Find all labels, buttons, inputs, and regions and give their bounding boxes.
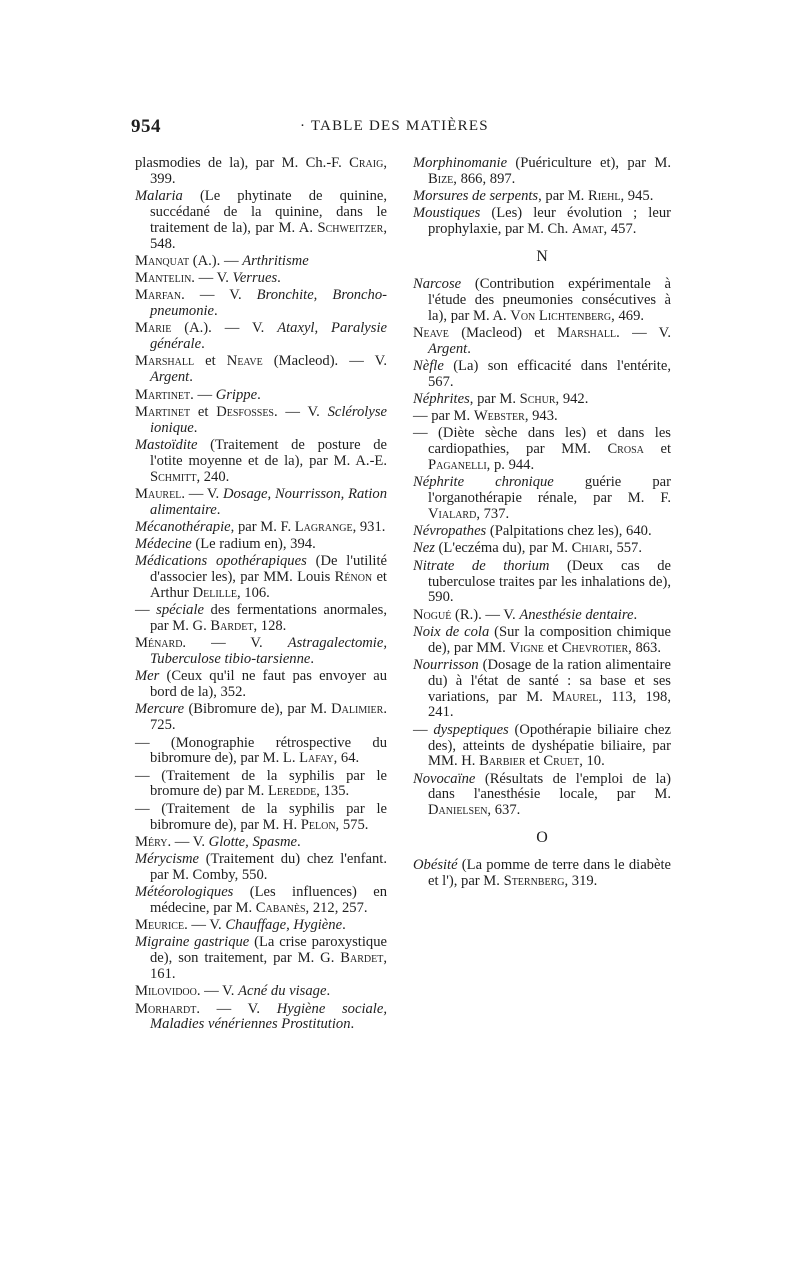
index-entry [413, 475, 671, 523]
entry-text: (R.). — V. [451, 606, 520, 623]
entry-text: . — V. [191, 270, 233, 287]
author-name: Vigne [509, 639, 544, 656]
entry-text: (Ceux qu'il ne faut pas envoyer au bord de la), 352. [150, 668, 387, 701]
author-name: Craig [349, 155, 384, 171]
entry-text: . [310, 651, 315, 668]
author-name: Martinet [135, 403, 191, 420]
entry-text: (Les influences) en médecine, par M. [150, 884, 387, 916]
right-column [413, 156, 671, 891]
author-name: Schmitt [150, 468, 197, 485]
entry-text: . — V. [274, 403, 328, 420]
section-letter-heading: O [536, 829, 548, 847]
entry-text: (Le radium en), 394. [191, 536, 316, 553]
entry-text: et [194, 353, 227, 370]
index-entry [135, 736, 387, 768]
author-name: Crosa [607, 441, 644, 458]
index-entry [413, 541, 671, 557]
entry-text: , 866, 897. [453, 170, 516, 187]
entry-text: (Macleod) et [448, 324, 558, 341]
entry-text: , 135. [316, 783, 350, 800]
index-entry [413, 625, 671, 657]
index-entry [135, 885, 387, 917]
entry-keyword: Acné du visage [238, 983, 327, 1000]
author-name: Martinet [135, 386, 191, 403]
entry-text: (Contribution expérimentale à l'étude des pneumonies consécutives à la), par M. A. [428, 275, 671, 324]
entry-keyword: Argent [150, 369, 190, 386]
index-entry [413, 156, 671, 188]
entry-text: , 457. [603, 221, 637, 238]
author-name: Bardet [340, 950, 384, 967]
index-entry [135, 537, 387, 553]
author-name: Barbier [479, 753, 526, 770]
page-number: 954 [131, 116, 161, 137]
entry-keyword: Nourrisson [413, 656, 479, 673]
entry-keyword: Dosage, Nourrisson, Ration alimentaire [150, 485, 387, 518]
entry-text: (Traitement du) chez l'enfant. par M. Comby, 550. [150, 851, 387, 883]
author-name: Bardet [210, 618, 254, 635]
entry-text: (La) son efficacité dans l'entérite, 567. [428, 357, 671, 390]
left-column [135, 156, 387, 1035]
index-entry [413, 426, 671, 474]
entry-text: plasmodies de la), par M. Ch.-F. [135, 155, 350, 171]
author-name: Desfosses [216, 403, 274, 420]
author-name: Ménard [135, 635, 183, 652]
index-entry [413, 409, 671, 425]
author-name: Manquat [135, 252, 190, 269]
entry-keyword: Obésité [413, 857, 458, 873]
entry-text: , 64. [333, 750, 360, 767]
index-entry [413, 608, 671, 624]
entry-keyword: Météorologiques [135, 884, 234, 901]
entry-keyword: Bronchite, Broncho-pneumonie [150, 287, 387, 320]
entry-text: , par M. [538, 188, 588, 205]
entry-text: , 106. [236, 585, 270, 602]
entry-text: . [277, 270, 281, 287]
entry-text: , 737. [476, 506, 510, 522]
entry-text: . — V. [196, 983, 239, 1000]
author-name: Bize [428, 170, 454, 187]
index-entry [413, 524, 671, 540]
index-entry [135, 254, 387, 270]
entry-text: (Traitement de posture de l'otite moyenne et de la), par M. A.-E. [150, 436, 387, 469]
entry-keyword: Morsures de serpents [413, 188, 539, 205]
entry-text: et [525, 753, 544, 770]
entry-text: . — V. [182, 635, 288, 652]
author-name: Morhardt [135, 1000, 197, 1017]
entry-text: , 399. [150, 155, 387, 187]
author-name: Milovidoo [135, 983, 197, 1000]
entry-text: (L'eczéma du), par M. [434, 540, 572, 557]
author-name: Amat [571, 221, 604, 238]
author-name: Maurel [135, 485, 182, 502]
index-entry [135, 669, 387, 701]
entry-text: . [633, 606, 638, 623]
entry-text: . — V. [616, 324, 671, 341]
entry-keyword: Moustiques [413, 205, 481, 222]
index-entry [413, 858, 671, 890]
entry-text: . — V. [196, 1000, 277, 1017]
entry-keyword: Médications opothérapiques [135, 553, 307, 570]
entry-text: . — [190, 386, 216, 403]
author-name: Marfan [135, 287, 182, 304]
entry-keyword: Novocaïne [413, 770, 476, 787]
entry-text: (Macleod). — V. [262, 353, 387, 370]
index-entry [135, 1002, 387, 1034]
entry-text: . — V. [181, 485, 223, 502]
entry-text: , 113, 198, 241. [428, 688, 672, 721]
entry-text: , p. 944. [486, 457, 535, 474]
author-name: Leredde [267, 783, 317, 800]
index-entry [135, 702, 387, 734]
index-entry [413, 658, 671, 721]
entry-keyword: Nitrate de thorium [413, 557, 550, 574]
entry-text: , 128. [253, 618, 287, 635]
index-entry [135, 603, 387, 635]
author-name: Von Lichtenberg [510, 307, 612, 324]
entry-keyword: Nez [413, 540, 435, 557]
author-name: Méry [135, 833, 168, 850]
author-name: Nogué [413, 606, 452, 623]
entry-keyword: Nèfle [413, 357, 444, 374]
author-name: Maurel [552, 688, 599, 705]
entry-text: , 945. [620, 188, 654, 205]
entry-keyword: Glotte, Spasme [208, 833, 298, 850]
author-name: Webster [473, 408, 525, 425]
author-name: Rénon [334, 569, 373, 586]
entry-text: . [201, 336, 205, 353]
index-entry [413, 392, 671, 408]
entry-keyword: Anesthésie dentaire [519, 606, 634, 623]
author-name: Schur [519, 390, 556, 407]
index-entry [135, 405, 387, 437]
entry-text: (De l'utilité d'associer les), par MM. Louis [150, 553, 388, 586]
entry-text: , 548. [150, 219, 387, 252]
entry-text: (Sur la composition chimique de), par MM. [428, 623, 671, 656]
author-name: Riehl [587, 188, 621, 205]
index-entry [413, 206, 671, 238]
author-name: Neave [413, 324, 449, 341]
entry-text: (Le phytinate de quinine, succédané de la quinine, dans le traitement de la), par M. A. [150, 188, 387, 236]
index-entry [135, 321, 387, 353]
author-name: Chevrotier [561, 639, 629, 656]
entry-text: et [643, 441, 671, 458]
index-entry [135, 487, 387, 519]
author-name: Sternberg [503, 872, 565, 889]
section-letter-heading: N [536, 248, 548, 265]
entry-text: — (Traitement de la syphilis par le bibromure de), par M. H. [135, 800, 387, 833]
entry-text: . [297, 833, 301, 850]
entry-text: , 10. [579, 753, 605, 770]
entry-text: , 942. [555, 390, 589, 407]
entry-text: , 637. [487, 802, 521, 819]
entry-keyword: Verrues [232, 270, 278, 287]
entry-text: — par M. [413, 408, 474, 425]
entry-keyword: Mercure [135, 701, 185, 718]
entry-text: . [257, 386, 261, 403]
entry-text: . [326, 983, 331, 1000]
index-entry [135, 802, 387, 834]
entry-keyword: Arthritisme [242, 252, 309, 269]
index-entry [413, 277, 671, 325]
entry-text: , 931. [352, 518, 386, 535]
entry-keyword: Néphrites [413, 390, 470, 407]
entry-text: et [543, 639, 562, 656]
index-entry [135, 438, 387, 486]
entry-text: . [189, 369, 193, 386]
entry-keyword: Sclérolyse ionique [150, 403, 387, 436]
entry-text: , 319. [564, 872, 598, 889]
entry-text: . — V. [181, 287, 257, 304]
entry-text: , par M. [469, 390, 520, 407]
author-name: Dalimier [331, 701, 384, 718]
entry-text: . 725. [150, 701, 387, 734]
entry-text: , 557. [609, 540, 642, 557]
author-name: Lafay [299, 750, 334, 767]
entry-keyword: Mécanothérapie [135, 518, 231, 535]
entry-text: . [350, 1016, 355, 1033]
entry-text: (Opothérapie biliaire chez des), atteints de dyshépatie biliaire, par MM. H. [428, 721, 671, 770]
author-name: Cabanès [255, 899, 306, 916]
entry-text: (Les) leur évolution ; leur prophylaxie, par M. Ch. [428, 205, 671, 238]
index-entry [135, 918, 387, 934]
entry-text: . [193, 419, 198, 436]
entry-keyword: Médecine [135, 536, 192, 553]
entry-text: . [467, 340, 471, 357]
entry-text: — (Diète sèche dans les) et dans les cardiopathies, par MM. [413, 425, 671, 458]
author-name: Danielsen [428, 802, 488, 819]
author-name: Lagrange [294, 518, 353, 535]
entry-text: — [413, 721, 434, 738]
index-entry [135, 354, 387, 386]
entry-keyword: Névropathes [413, 523, 487, 540]
author-name: Pelon [300, 816, 336, 833]
entry-keyword: Migraine gastrique [135, 934, 250, 951]
entry-text: , 469. [611, 307, 645, 324]
entry-text: (Bibromure de), par M. [184, 701, 332, 718]
entry-text: (La crise paroxystique de), son traitement, par M. G. [150, 934, 387, 967]
entry-text: , 240. [196, 468, 230, 485]
index-entry [413, 189, 671, 205]
author-name: Meurice [135, 917, 185, 934]
author-name: Delille [192, 585, 237, 602]
entry-text: , par M. F. [230, 518, 295, 535]
entry-keyword: Chauffage, Hygiène [225, 917, 343, 934]
author-name: Chiari [571, 540, 610, 557]
entry-text: des fermentations anormales, par M. G. [150, 602, 387, 635]
entry-keyword: spéciale [156, 602, 204, 619]
entry-keyword: Grippe [215, 386, 258, 403]
index-entry [135, 935, 387, 983]
index-entry [413, 772, 671, 820]
entry-text: . [216, 501, 221, 518]
entry-text: , 863. [628, 639, 661, 656]
author-name: Marshall [135, 353, 195, 370]
entry-text: , 212, 257. [305, 899, 368, 916]
entry-keyword: Néphrite chronique [413, 474, 554, 491]
entry-text: , 161. [150, 950, 387, 983]
entry-keyword: Mastoïdite [135, 436, 198, 453]
entry-text: et Arthur [150, 569, 387, 602]
author-name: Marshall [557, 324, 617, 341]
author-name: Mantelin [135, 270, 192, 287]
entry-keyword: Malaria [135, 188, 183, 205]
entry-text: guérie par l'organothérapie rénale, par M. F. [428, 474, 671, 507]
index-entry [135, 852, 387, 884]
entry-text: (Dosage de la ration alimentaire du) à l'état de santé : sa base et ses variations, par M. [428, 656, 671, 705]
entry-text: . — V. [167, 833, 209, 850]
index-entry [413, 359, 671, 391]
entry-keyword: Argent [428, 340, 468, 357]
entry-text: (Deux cas de tuberculose traites par les inhalations de), 590. [428, 557, 671, 606]
entry-keyword: Noix de cola [413, 623, 490, 640]
entry-keyword: Hygiène sociale, Maladies vénériennes Prostitution [150, 1000, 387, 1033]
entry-text: (A.). — [189, 252, 243, 269]
entry-keyword: Mer [135, 668, 160, 685]
entry-keyword: Narcose [413, 275, 462, 292]
running-title: · TABLE DES MATIÈRES [300, 118, 489, 134]
entry-text: , 943. [524, 408, 558, 425]
index-entry [135, 189, 387, 252]
entry-text: (A.). — V. [171, 320, 278, 337]
entry-text: et [190, 403, 217, 420]
author-name: Schweitzer [317, 219, 384, 236]
index-entry [135, 288, 387, 320]
entry-keyword: dyspeptiques [433, 721, 509, 738]
entry-keyword: Morphinomanie [413, 155, 508, 171]
index-entry [135, 554, 387, 602]
entry-text: — [135, 602, 157, 619]
index-entry [135, 388, 387, 404]
index-entry [135, 156, 387, 188]
entry-keyword: Ataxyl, Paralysie générale [150, 320, 387, 353]
index-entry [413, 723, 671, 771]
entry-text: , 575. [335, 816, 369, 833]
entry-text: . [342, 917, 346, 934]
index-entry [135, 520, 387, 536]
author-name: Neave [226, 353, 263, 370]
index-entry [413, 326, 671, 358]
entry-text: . [214, 303, 218, 320]
author-name: Marie [135, 320, 172, 337]
author-name: Vialard [428, 506, 477, 522]
entry-text: (Résultats de l'emploi de la) dans l'anesthésie locale, par M. [428, 770, 671, 803]
index-entry [135, 769, 387, 801]
index-entry [135, 636, 387, 668]
index-entry [413, 559, 671, 607]
author-name: Cruet [543, 753, 580, 770]
index-entry [135, 835, 387, 851]
entry-text: (Puériculture et), par M. [507, 155, 671, 171]
index-entry [135, 984, 387, 1000]
entry-text: — (Traitement de la syphilis par le bromure de) par M. [135, 767, 387, 800]
index-entry [135, 271, 387, 287]
author-name: Paganelli [428, 457, 487, 474]
entry-keyword: Astragalectomie, Tuberculose tibio-tarsienne [150, 635, 387, 668]
entry-text: (Palpitations chez les), 640. [486, 523, 652, 540]
entry-keyword: Mérycisme [135, 851, 200, 868]
entry-text: . — V. [184, 917, 226, 934]
entry-text: — (Monographie rétrospective du bibromure de), par M. L. [135, 734, 387, 767]
entry-text: (La pomme de terre dans le diabète et l'), par M. [428, 857, 671, 889]
